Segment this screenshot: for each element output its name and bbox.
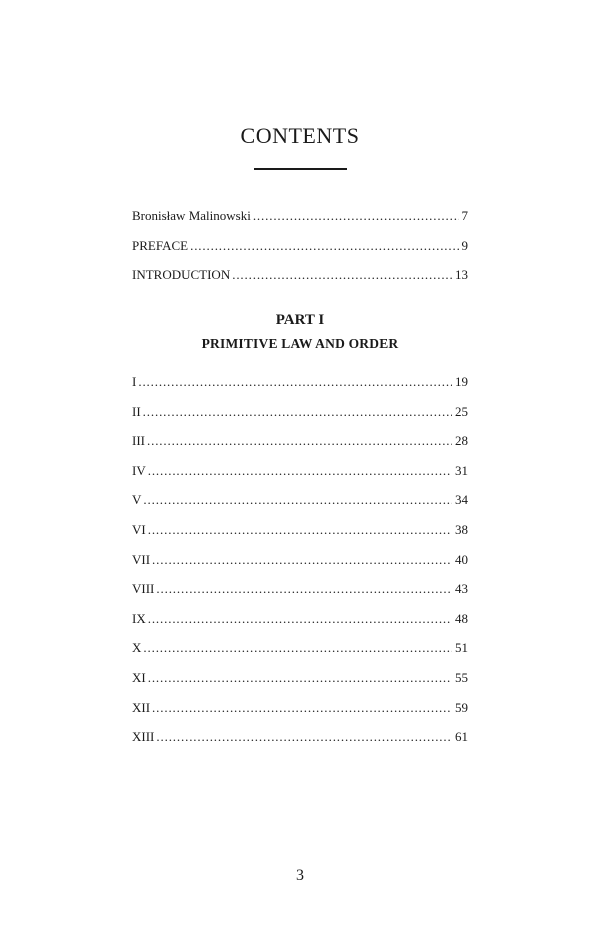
page-title: CONTENTS [240,123,360,148]
title-rule [254,168,347,170]
toc-entry-label: XI [132,669,146,685]
toc-entry-chapter-9[interactable] [132,610,468,640]
part-subheading: PRIMITIVE LAW AND ORDER [201,336,399,351]
dot-leader [156,728,452,746]
toc-entry-label: IV [132,462,146,478]
toc-entry-label: II [132,403,141,419]
dot-leader [148,521,452,539]
toc-entry-label: PREFACE [132,237,189,253]
toc-entry-front-2[interactable] [132,237,468,267]
toc-entry-label: VI [132,521,146,537]
toc-entry-chapter-3[interactable] [132,432,468,462]
toc-entry-page: 59 [455,699,468,715]
toc-entry-page: 28 [455,433,468,449]
dot-leader [138,373,452,391]
toc-entry-chapter-4[interactable] [132,462,468,492]
toc-entry-page: 34 [455,492,468,508]
toc-entry-chapter-5[interactable] [132,491,468,521]
toc-entry-label: X [132,640,142,656]
toc-entry-page: 40 [455,551,468,567]
part-heading: PART I [275,312,325,328]
dot-leader [148,462,452,480]
toc-entry-label: VII [132,551,151,567]
toc-entry-page: 51 [455,640,468,656]
dot-leader [148,669,452,687]
toc-entry-page: 19 [455,374,468,389]
dot-leader [152,551,452,569]
toc-entry-page: 9 [461,237,468,253]
dot-leader [148,610,452,628]
dot-leader [152,699,452,717]
toc-entry-label: XIII [132,729,155,745]
toc-entry-chapter-13[interactable] [132,728,468,758]
toc-entry-chapter-7[interactable] [132,551,468,581]
toc-entry-chapter-6[interactable] [132,521,468,551]
chapter-list [132,373,468,758]
toc-entry-chapter-2[interactable] [132,403,468,433]
toc-entry-page: 38 [455,521,468,537]
toc-entry-page: 31 [455,462,468,478]
front-matter-list [132,207,468,296]
toc-entry-page: 61 [455,729,468,745]
dot-leader [143,491,452,509]
toc-entry-label: INTRODUCTION [132,267,231,283]
page-number: 3 [296,867,304,884]
toc-entry-page: 7 [461,208,468,223]
toc-entry-label: VIII [132,581,155,597]
toc-entry-chapter-8[interactable] [132,580,468,610]
toc-entry-chapter-1[interactable] [132,373,468,403]
dot-leader [143,639,452,657]
toc-entry-chapter-12[interactable] [132,699,468,729]
toc-entry-page: 48 [455,610,468,626]
toc-entry-page: 13 [455,267,468,283]
toc-entry-page: 25 [455,403,468,419]
toc-entry-label: Bronisław Malinowski [132,208,251,223]
toc-entry-chapter-10[interactable] [132,639,468,669]
toc-entry-label: V [132,492,142,508]
toc-entry-page: 43 [455,581,468,597]
toc-entry-front-3[interactable] [132,266,468,296]
toc-entry-label: XII [132,699,151,715]
dot-leader [253,207,459,225]
dot-leader [143,403,452,421]
dot-leader [147,432,452,450]
dot-leader [190,237,458,255]
dot-leader [232,266,452,284]
toc-entry-page: 55 [455,669,468,685]
toc-entry-label: I [132,374,137,389]
toc-entry-front-1[interactable] [132,207,468,237]
toc-entry-chapter-11[interactable] [132,669,468,699]
toc-entry-label: III [132,433,145,449]
toc-entry-label: IX [132,610,146,626]
dot-leader [156,580,452,598]
